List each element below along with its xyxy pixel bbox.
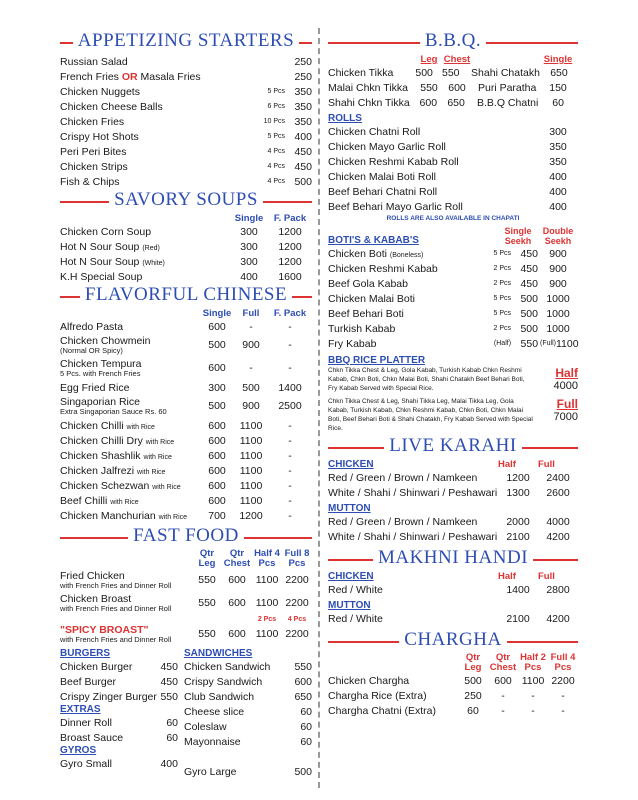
list-item: White / Shahi / Shinwari / Peshawari 1300 2600 (328, 486, 570, 499)
fastfood-list (60, 569, 312, 646)
burgers-sandwiches (60, 648, 312, 779)
list-item: Broast Sauce 60 (60, 731, 178, 744)
list-item: Egg Fried Rice 300 500 1400 (60, 381, 302, 394)
bbq-list (328, 65, 578, 110)
list-item: Chicken Manchurian with Rice 700 1200 - (60, 509, 292, 522)
list-item: Red / White 2100 4200 (328, 612, 570, 625)
list-item: Fish & Chips 4 Pcs 500 (60, 175, 312, 188)
platter-label: BBQ RICE PLATTER (328, 355, 426, 366)
handi-title: MAKHNI HANDI (373, 547, 533, 568)
chargha-column-headers: Qtr Leg Qtr Chest Half 2 Pcs Full 4 Pcs (464, 652, 576, 673)
boti-list (328, 246, 578, 351)
left-column (60, 30, 312, 779)
list-item: Alfredo Pasta 600 - - (60, 320, 292, 333)
list-item: Crispy Zinger Burger 550 (60, 690, 178, 703)
list-item: Beef Chilli with Rice 600 1100 - (60, 494, 292, 507)
list-item: Beef Burger 450 (60, 675, 178, 688)
bbq-header (328, 30, 578, 54)
list-item: Shahi Chkn Tikka 600 650 B.B.Q Chatni 60 (328, 96, 564, 109)
list-item: French Fries OR Masala Fries 250 (60, 70, 312, 83)
list-item: Fried Chicken with French Fries and Dinner Roll 550 600 1100 2200 (60, 570, 309, 590)
chinese-list (60, 319, 312, 523)
starters-title: APPETIZING STARTERS (73, 30, 299, 51)
soups-title: SAVORY SOUPS (109, 189, 263, 210)
rolls-note: ROLLS ARE ALSO AVAILABLE IN CHAPATI (386, 215, 520, 222)
list-item: Red / Green / Brown / Namkeen 1200 2400 (328, 471, 570, 484)
fastfood-title: FAST FOOD (128, 525, 244, 546)
list-item: Gyro Large 500 (184, 765, 312, 778)
sandwiches-block: SANDWICHES Chicken Sandwich 550 Crispy Sandwich 600 Club Sandwich 650 Cheese slice 60 Coleslaw 60 Mayonnaise 60 Gyro Large 500 (184, 648, 312, 778)
list-item: Chicken Tempura 5 Pcs. with French Fries 600 - - (60, 358, 292, 378)
list-item: Red / White 1400 2800 (328, 583, 570, 596)
list-item: Chicken Schezwan with Rice 600 1100 - (60, 479, 292, 492)
karahi-mutton-label: MUTTON (328, 503, 371, 514)
platter-half: Chkn Tikka Chest & Leg, Gola Kabab, Turkish Kabab Chkn Reshmi Kabab, Chkn Boti, Chkn Malai Boti, Shahi Chatakh Beef Behari Boti, Fry Kabab Served with Special Rice. Half 4000 (328, 366, 578, 392)
list-item: K.H Special Soup 400 1600 (60, 270, 302, 283)
list-item: Chicken Cheese Balls 6 Pcs 350 (60, 100, 312, 113)
chinese-column-headers: Single Full F. Pack (202, 308, 307, 319)
list-item: White / Shahi / Shinwari / Peshawari 2100 4200 (328, 530, 570, 543)
list-item: Hot N Sour Soup (White) 300 1200 (60, 255, 302, 268)
list-item: Singaporian Rice Extra Singaporian Sauce Rs. 60 500 900 2500 (60, 396, 302, 416)
list-item: Hot N Sour Soup (Red) 300 1200 (60, 240, 302, 253)
list-item: Crispy Hot Shots 5 Pcs 400 (60, 130, 312, 143)
column-divider (318, 28, 320, 788)
list-item: Red / Green / Brown / Namkeen 2000 4000 (328, 515, 570, 528)
list-item: Russian Salad 250 (60, 55, 312, 68)
list-item: Dinner Roll 60 (60, 716, 178, 729)
chinese-header (60, 284, 312, 308)
list-item: Turkish Kabab 2 Pcs 500 1000 (328, 322, 570, 335)
burgers-block: BURGERS Chicken Burger 450 Beef Burger 450 Crispy Zinger Burger 550 EXTRAS Dinner Roll 60 Broast Sauce 60 GYROS Gyro Small 400 (60, 648, 178, 770)
handi-chicken-header: CHICKEN Half Full (328, 571, 555, 582)
list-item: Chargha Chatni (Extra) 60 - - - (328, 704, 565, 717)
list-item: Chicken Mayo Garlic Roll 350 (328, 140, 567, 153)
list-item: Coleslaw 60 (184, 720, 312, 733)
bbq-column-headers: Leg Chest Single (420, 54, 573, 65)
fastfood-column-headers: Qtr Leg Qtr Chest Half 4 Pcs Full 8 Pcs (198, 548, 310, 569)
list-item: Chicken Nuggets 5 Pcs 350 (60, 85, 312, 98)
soups-column-headers: Single F. Pack (234, 213, 307, 224)
starters-header (60, 30, 312, 54)
soups-header (60, 189, 312, 213)
platter-full: Chkn Tikka Chest & Leg, Shahi Tikka Leg, Malai Tikka Leg, Gola Kabab, Turkish Kabab, Chkn Reshmi Kabab, Chkn Boti, Chkn Malai Boti, Beef Behari Boti & Shahi Chatakh, Fry Kabab Served with Special Rice. Full 7000 (328, 397, 578, 432)
list-item: Chicken Broast with French Fries and Dinner Roll 550 600 1100 2200 (60, 593, 309, 613)
list-item: Chargha Rice (Extra) 250 - - - (328, 689, 565, 702)
bbq-title: B.B.Q. (420, 30, 486, 51)
list-item: Chicken Chilli Dry with Rice 600 1100 - (60, 434, 292, 447)
list-item: Crispy Sandwich 600 (184, 675, 312, 688)
list-item: Chicken Burger 450 (60, 660, 178, 673)
list-item: Fry Kabab (Half) 550 (Full) 1100 (328, 337, 579, 350)
karahi-chicken-header: CHICKEN Half Full (328, 459, 555, 470)
handi-header (328, 547, 578, 571)
list-item: Beef Behari Boti 5 Pcs 500 1000 (328, 307, 570, 320)
list-item: Chicken Chatni Roll 300 (328, 125, 567, 138)
list-item: Chicken Reshmi Kabab Roll 350 (328, 155, 567, 168)
list-item: Chicken Boti (Boneless) 5 Pcs 450 900 (328, 247, 567, 260)
list-item: "SPICY BROAST" with French Fries and Dinner Roll 550 600 1100 2200 (60, 624, 309, 644)
pcs-note-row: 2 Pcs 4 Pcs (257, 615, 307, 623)
list-item: Chicken Chilli with Rice 600 1100 - (60, 419, 292, 432)
list-item: Chicken Malai Boti Roll 400 (328, 170, 567, 183)
list-item: Chicken Reshmi Kabab 2 Pcs 450 900 (328, 262, 567, 275)
rolls-list (328, 124, 578, 214)
list-item: Peri Peri Bites 4 Pcs 450 (60, 145, 312, 158)
list-item: Mayonnaise 60 (184, 735, 312, 748)
list-item: Gyro Small 400 (60, 757, 178, 770)
starters-list (60, 54, 312, 189)
list-item: Chicken Malai Boti 5 Pcs 500 1000 (328, 292, 570, 305)
list-item: Club Sandwich 650 (184, 690, 312, 703)
list-item: Chicken Jalfrezi with Rice 600 1100 - (60, 464, 292, 477)
karahi-title: LIVE KARAHI (384, 435, 521, 456)
list-item: Beef Behari Mayo Garlic Roll 400 (328, 200, 567, 213)
list-item: Chicken Chargha 500 600 1100 2200 (328, 674, 575, 687)
list-item: Beef Behari Chatni Roll 400 (328, 185, 567, 198)
list-item: Chicken Fries 10 Pcs 350 (60, 115, 312, 128)
right-column (328, 30, 578, 718)
list-item: Chicken Sandwich 550 (184, 660, 312, 673)
chinese-title: FLAVORFUL CHINESE (80, 284, 292, 305)
chargha-header (328, 629, 578, 653)
boti-header: BOTI'S & KABAB'S Single Seekh Double Seekh (328, 226, 574, 246)
list-item: Chicken Tikka 500 550 Shahi Chatakh 650 (328, 66, 568, 79)
rolls-label: ROLLS (328, 113, 362, 124)
list-item: Chicken Strips 4 Pcs 450 (60, 160, 312, 173)
soups-list (60, 224, 312, 284)
list-item: Beef Gola Kabab 2 Pcs 450 900 (328, 277, 567, 290)
chargha-title: CHARGHA (399, 629, 506, 650)
list-item: Chicken Corn Soup 300 1200 (60, 225, 302, 238)
list-item: Chicken Shashlik with Rice 600 1100 - (60, 449, 292, 462)
list-item: Cheese slice 60 (184, 705, 312, 718)
list-item: Chicken Chowmein (Normal OR Spicy) 500 900 - (60, 335, 292, 355)
list-item: Malai Chkn Tikka 550 600 Puri Paratha 150 (328, 81, 567, 94)
karahi-header (328, 435, 578, 459)
fastfood-header (60, 525, 312, 549)
handi-mutton-label: MUTTON (328, 600, 371, 611)
